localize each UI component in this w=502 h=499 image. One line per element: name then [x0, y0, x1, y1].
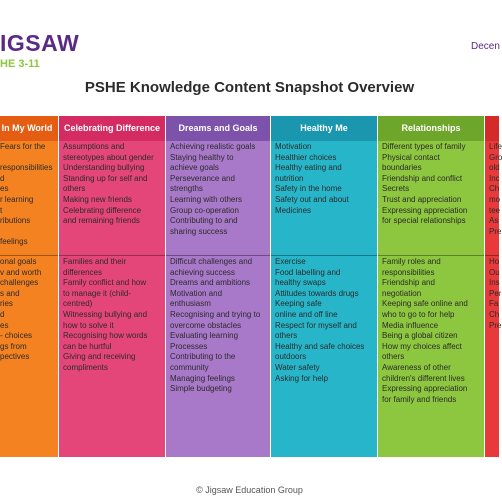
content-line: Pre	[489, 226, 502, 236]
content-line: Difficult challenges and	[170, 257, 253, 266]
content-line: Inc	[489, 173, 500, 183]
content-line: others	[63, 184, 86, 194]
column-heading: Relationships	[378, 116, 484, 142]
content-line: Learning with others	[170, 194, 243, 204]
content-line: Respect for myself and	[275, 320, 357, 330]
brand-subtitle: HE 3-11	[0, 58, 40, 70]
page-title: PSHE Knowledge Content Snapshot Overview	[84, 79, 415, 96]
content-line: Awareness of other	[382, 362, 451, 372]
content-line: Gro	[489, 152, 502, 162]
content-line: challenges	[0, 278, 39, 288]
content-line: Simple budgeting	[170, 384, 232, 394]
content-line: Making new friends	[63, 194, 132, 204]
column-top-cell	[485, 141, 502, 255]
content-line: stereotypes about gender	[63, 152, 154, 162]
content-line: others	[275, 331, 298, 341]
content-line: for family and friends	[382, 394, 457, 404]
content-line: s and	[0, 288, 20, 298]
content-line: old	[489, 163, 500, 173]
content-line: es	[0, 320, 9, 330]
content-line: Safety in the home	[275, 184, 342, 194]
content-line: online and off line	[275, 309, 338, 319]
content-line: Perseverance and	[170, 173, 235, 183]
content-line: Fa	[489, 299, 499, 309]
column-in-my-world	[0, 116, 58, 457]
brand-name: IGSAW	[0, 30, 80, 56]
content-line: Giving and receiving	[63, 352, 136, 362]
content-line: Healthier choices	[275, 152, 337, 162]
content-line: Understanding bullying	[63, 163, 145, 173]
column-heading: Healthy Me	[271, 116, 377, 142]
content-line: Families and their	[63, 257, 127, 266]
content-line: to manage it (child-	[63, 288, 132, 298]
content-line: Recognising how words	[63, 331, 148, 341]
content-line: Celebrating difference	[63, 205, 142, 215]
column-heading: In My World	[0, 116, 58, 142]
column-celebrating-difference	[59, 116, 165, 457]
content-line: centred)	[63, 299, 93, 309]
content-line: nutrition	[275, 173, 304, 183]
date-label: Decen	[471, 41, 500, 52]
content-line: Keeping safe online and	[382, 299, 468, 309]
content-line: Friendship and conflict	[382, 173, 463, 183]
column-top-cell	[59, 141, 165, 255]
content-line: Safety out and about	[275, 194, 349, 204]
content-line: Family conflict and how	[63, 278, 147, 288]
content-line: ributions	[0, 216, 31, 226]
content-line: Friendship and	[382, 278, 435, 288]
content-line: Ou	[489, 267, 500, 277]
column-relationships	[378, 116, 484, 457]
content-line: Secrets	[382, 184, 410, 194]
content-line: how to solve it	[63, 320, 114, 330]
content-line: - choices	[0, 331, 33, 341]
content-line: Life	[489, 142, 502, 151]
content-line: pectives	[0, 352, 30, 362]
content-line: Healthy and safe choices	[275, 341, 365, 351]
content-line: Group co-operation	[170, 205, 239, 215]
content-line: tee	[489, 205, 501, 215]
content-line: Dreams and ambitions	[170, 278, 251, 288]
content-line: mo	[489, 194, 501, 204]
content-line: strengths	[170, 184, 203, 194]
content-line	[0, 227, 55, 238]
content-line: Asking for help	[275, 373, 328, 383]
content-line	[0, 153, 55, 164]
content-line: Physical contact	[382, 152, 440, 162]
column-dreams-and-goals	[166, 116, 270, 457]
content-line: Achieving realistic goals	[170, 142, 256, 151]
content-line: onal goals	[0, 257, 37, 266]
content-line: Exercise	[275, 257, 306, 266]
content-line: others	[382, 352, 405, 362]
content-line: d	[0, 173, 5, 183]
content-line: Witnessing bullying and	[63, 309, 148, 319]
content-line: Assumptions and	[63, 142, 125, 151]
content-line: outdoors	[275, 352, 307, 362]
content-line: feelings	[0, 237, 28, 247]
content-line: es	[0, 184, 9, 194]
column-top-cell	[0, 141, 58, 255]
content-line: Recognising and trying to	[170, 309, 261, 319]
content-line: Standing up for self and	[63, 173, 148, 183]
content-line: Different types of family	[382, 142, 466, 151]
content-line: for special relationships	[382, 216, 466, 226]
content-line: As	[489, 216, 499, 226]
column-heading	[485, 116, 499, 142]
content-line: enthusiasm	[170, 299, 211, 309]
content-line: Expressing appreciation	[382, 384, 468, 394]
column-heading: Dreams and Goals	[166, 116, 270, 142]
column-bottom-cell	[59, 255, 165, 457]
column-top-cell	[166, 141, 270, 255]
column-bottom-cell	[485, 255, 502, 457]
content-line: responsibilities	[0, 163, 53, 173]
content-line: Expressing appreciation	[382, 205, 468, 215]
content-line: Staying healthy to	[170, 152, 234, 162]
content-line: achieve goals	[170, 163, 219, 173]
content-line: differences	[63, 267, 102, 277]
content-line: Ho	[489, 257, 500, 266]
content-line: Pre	[489, 320, 502, 330]
content-line: boundaries	[382, 163, 422, 173]
content-line: gs from	[0, 341, 27, 351]
content-line: Ch	[489, 184, 500, 194]
content-line: Media influence	[382, 320, 439, 330]
content-line: community	[170, 362, 209, 372]
content-line: negotiation	[382, 288, 422, 298]
content-line: Managing feelings	[170, 373, 235, 383]
content-line: and remaining friends	[63, 216, 140, 226]
content-line: How my choices affect	[382, 341, 462, 351]
content-line: Keeping safe	[275, 299, 322, 309]
content-line: Per	[489, 288, 502, 298]
column-healthy-me	[271, 116, 377, 457]
column-bottom-cell	[166, 255, 270, 457]
content-line: Fears for the	[0, 142, 46, 151]
column-changing-me	[485, 116, 502, 457]
content-line: Family roles and	[382, 257, 441, 266]
column-bottom-cell	[271, 255, 377, 457]
content-line: Food labelling and	[275, 267, 341, 277]
content-line: Processes	[170, 341, 208, 351]
content-line: Trust and appreciation	[382, 194, 462, 204]
content-line: Attitudes towards drugs	[275, 288, 359, 298]
content-line: r learning	[0, 194, 34, 204]
content-line: who to go to for help	[382, 309, 455, 319]
content-line: compliments	[63, 362, 108, 372]
content-line: sharing success	[170, 226, 228, 236]
column-top-cell	[271, 141, 377, 255]
content-line: Healthy eating and	[275, 163, 342, 173]
content-line: ries	[0, 299, 13, 309]
column-bottom-cell	[0, 255, 58, 457]
column-top-cell	[378, 141, 484, 255]
content-line: Evaluating learning	[170, 331, 239, 341]
content-line: Contributing to and	[170, 216, 238, 226]
content-line: can be hurtful	[63, 341, 112, 351]
content-line: Motivation and	[170, 288, 223, 298]
content-line: responsibilities	[382, 267, 435, 277]
copyright-footer: © Jigsaw Education Group	[196, 485, 303, 495]
content-line: healthy swaps	[275, 278, 326, 288]
content-line: achieving success	[170, 267, 235, 277]
content-line: Contributing to the	[170, 352, 236, 362]
content-line: children's different lives	[382, 373, 465, 383]
content-line: Medicines	[275, 205, 312, 215]
content-line: Motivation	[275, 142, 312, 151]
content-line: Ins	[489, 278, 500, 288]
content-line: Ch	[489, 309, 500, 319]
column-bottom-cell	[378, 255, 484, 457]
content-line: Water safety	[275, 362, 320, 372]
content-line: v and worth	[0, 267, 42, 277]
content-line: t	[0, 205, 3, 215]
column-heading: Celebrating Difference	[59, 116, 165, 142]
content-line: overcome obstacles	[170, 320, 242, 330]
puzzle-grid	[0, 116, 502, 457]
content-line: Being a global citizen	[382, 331, 458, 341]
content-line: d	[0, 309, 5, 319]
